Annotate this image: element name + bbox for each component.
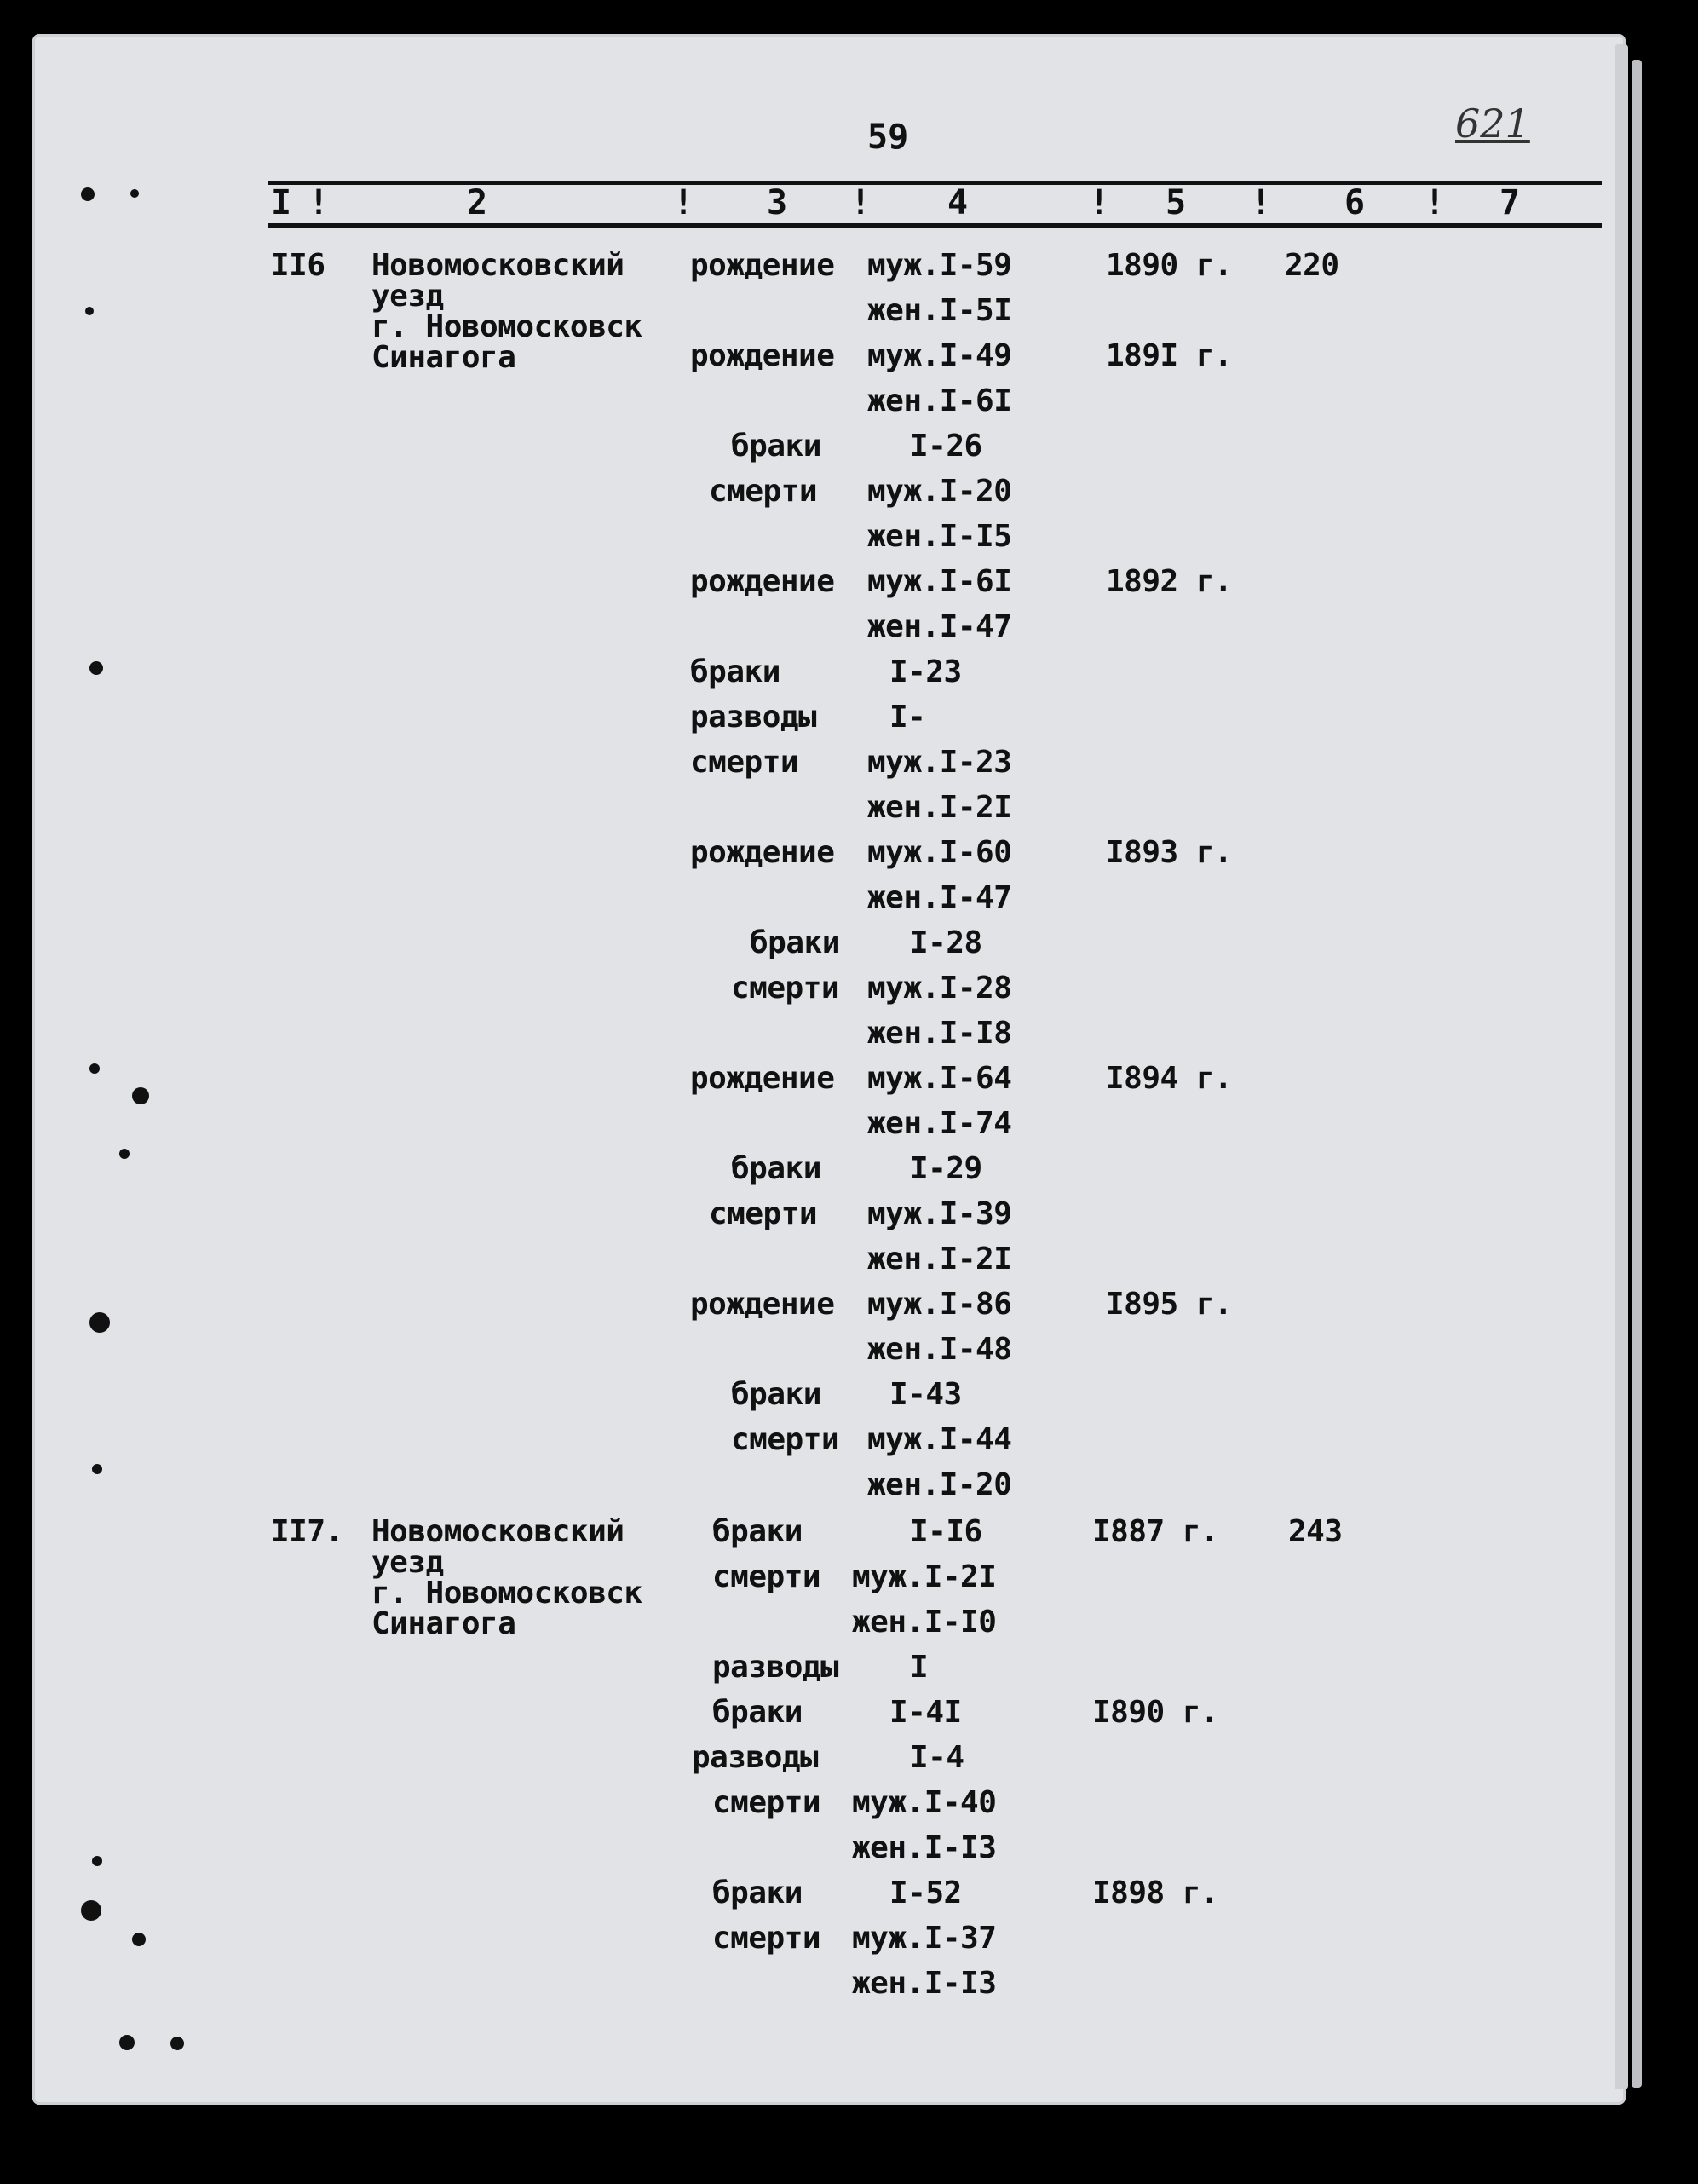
archive-number: 243: [1288, 1514, 1343, 1549]
record-event: смерти: [731, 971, 840, 1006]
record-count: муж.I-49: [867, 338, 1012, 373]
punch-hole: [132, 1087, 149, 1104]
record-count: жен.I-74: [867, 1106, 1012, 1141]
record-count: жен.I-6I: [867, 383, 1012, 418]
record-count: I-: [889, 700, 926, 735]
record-count: I-26: [910, 429, 982, 464]
record-event: браки: [690, 654, 780, 689]
record-year: I894 г.: [1106, 1061, 1233, 1096]
record-event: рождение: [690, 1061, 835, 1096]
record-event: смерти: [712, 1785, 821, 1820]
record-event: разводы: [690, 700, 817, 735]
punch-hole: [89, 1063, 100, 1074]
folio-number: 621: [1455, 101, 1530, 147]
punch-hole: [81, 1900, 101, 1921]
record-count: I-4I: [889, 1695, 962, 1730]
entry-number: II7.: [271, 1514, 343, 1549]
record-event: смерти: [709, 1196, 818, 1231]
record-event: браки: [731, 1151, 821, 1186]
record-event: рождение: [690, 835, 835, 870]
column-header-6: 6: [1344, 183, 1366, 222]
column-header-1: I: [271, 183, 292, 222]
punch-hole: [81, 187, 95, 201]
punch-hole: [89, 1312, 110, 1333]
record-event: смерти: [690, 745, 799, 780]
record-event: смерти: [709, 474, 818, 509]
punch-hole: [85, 307, 94, 315]
record-year: I887 г.: [1092, 1514, 1219, 1549]
page-edge-back: [1632, 60, 1642, 2088]
record-count: I-4: [910, 1740, 964, 1775]
place-line: Синагога: [371, 340, 516, 375]
record-year: 189I г.: [1106, 338, 1233, 373]
column-header-2: 2: [467, 183, 488, 222]
record-count: жен.I-I8: [867, 1016, 1012, 1051]
record-count: муж.I-64: [867, 1061, 1012, 1096]
record-count: жен.I-I0: [852, 1605, 997, 1639]
place-line: уезд: [371, 1545, 444, 1580]
place-line: уезд: [371, 279, 444, 314]
column-header-5: 5: [1166, 183, 1187, 222]
record-count: I-29: [910, 1151, 982, 1186]
record-year: 1892 г.: [1106, 564, 1233, 599]
record-year: I898 г.: [1092, 1876, 1219, 1910]
record-count: муж.I-44: [867, 1422, 1012, 1457]
header-rule-bottom: [268, 223, 1602, 228]
punch-hole: [89, 661, 103, 675]
column-header-7: 7: [1499, 183, 1521, 222]
record-count: муж.I-6I: [867, 564, 1012, 599]
record-count: муж.I-23: [867, 745, 1012, 780]
record-year: 1890 г.: [1106, 248, 1233, 283]
record-event: рождение: [690, 1287, 835, 1322]
place-line: Новомосковский: [371, 248, 625, 283]
record-count: жен.I-5I: [867, 293, 1012, 328]
record-event: рождение: [690, 338, 835, 373]
record-count: муж.I-20: [867, 474, 1012, 509]
record-count: жен.I-2I: [867, 1242, 1012, 1276]
record-count: муж.I-60: [867, 835, 1012, 870]
record-year: I895 г.: [1106, 1287, 1233, 1322]
record-event: браки: [750, 925, 840, 960]
record-count: муж.I-39: [867, 1196, 1012, 1231]
record-count: I-43: [889, 1377, 962, 1412]
page-number: 59: [867, 118, 909, 157]
place-line: Синагога: [371, 1606, 516, 1641]
place-line: Новомосковский: [371, 1514, 625, 1549]
record-event: разводы: [692, 1740, 819, 1775]
record-count: муж.I-40: [852, 1785, 997, 1820]
record-event: браки: [712, 1695, 803, 1730]
record-count: жен.I-20: [867, 1467, 1012, 1502]
record-event: рождение: [690, 564, 835, 599]
record-count: жен.I-I3: [852, 1966, 997, 2001]
record-event: рождение: [690, 248, 835, 283]
column-header-3: 3: [767, 183, 788, 222]
record-count: муж.I-2I: [852, 1559, 997, 1594]
column-header-4: 4: [947, 183, 969, 222]
record-count: муж.I-59: [867, 248, 1012, 283]
record-count: муж.I-86: [867, 1287, 1012, 1322]
record-event: разводы: [712, 1650, 839, 1685]
record-count: жен.I-47: [867, 609, 1012, 644]
record-event: браки: [731, 1377, 821, 1412]
record-count: I-I6: [910, 1514, 982, 1549]
record-event: браки: [731, 429, 821, 464]
record-event: смерти: [712, 1559, 821, 1594]
record-count: жен.I-2I: [867, 790, 1012, 825]
punch-hole: [119, 1149, 130, 1159]
record-year: I890 г.: [1092, 1695, 1219, 1730]
place-line: г. Новомосковск: [371, 1576, 642, 1611]
punch-hole: [132, 1933, 146, 1946]
punch-hole: [92, 1856, 102, 1866]
entry-number: II6: [271, 248, 325, 283]
record-event: смерти: [731, 1422, 840, 1457]
punch-hole: [92, 1464, 102, 1474]
record-count: I: [910, 1650, 929, 1685]
record-count: жен.I-I5: [867, 519, 1012, 554]
punch-hole: [170, 2037, 184, 2050]
record-event: браки: [712, 1514, 803, 1549]
record-event: смерти: [712, 1921, 821, 1956]
place-line: г. Новомосковск: [371, 309, 642, 344]
record-count: I-28: [910, 925, 982, 960]
record-count: I-23: [889, 654, 962, 689]
record-count: жен.I-I3: [852, 1830, 997, 1865]
archive-number: 220: [1285, 248, 1339, 283]
record-count: I-52: [889, 1876, 962, 1910]
record-count: муж.I-37: [852, 1921, 997, 1956]
record-event: браки: [712, 1876, 803, 1910]
record-year: I893 г.: [1106, 835, 1233, 870]
record-count: муж.I-28: [867, 971, 1012, 1006]
punch-hole: [119, 2035, 135, 2050]
page-edge: [1615, 44, 1628, 2089]
punch-hole: [130, 189, 139, 198]
record-count: жен.I-47: [867, 880, 1012, 915]
record-count: жен.I-48: [867, 1332, 1012, 1367]
